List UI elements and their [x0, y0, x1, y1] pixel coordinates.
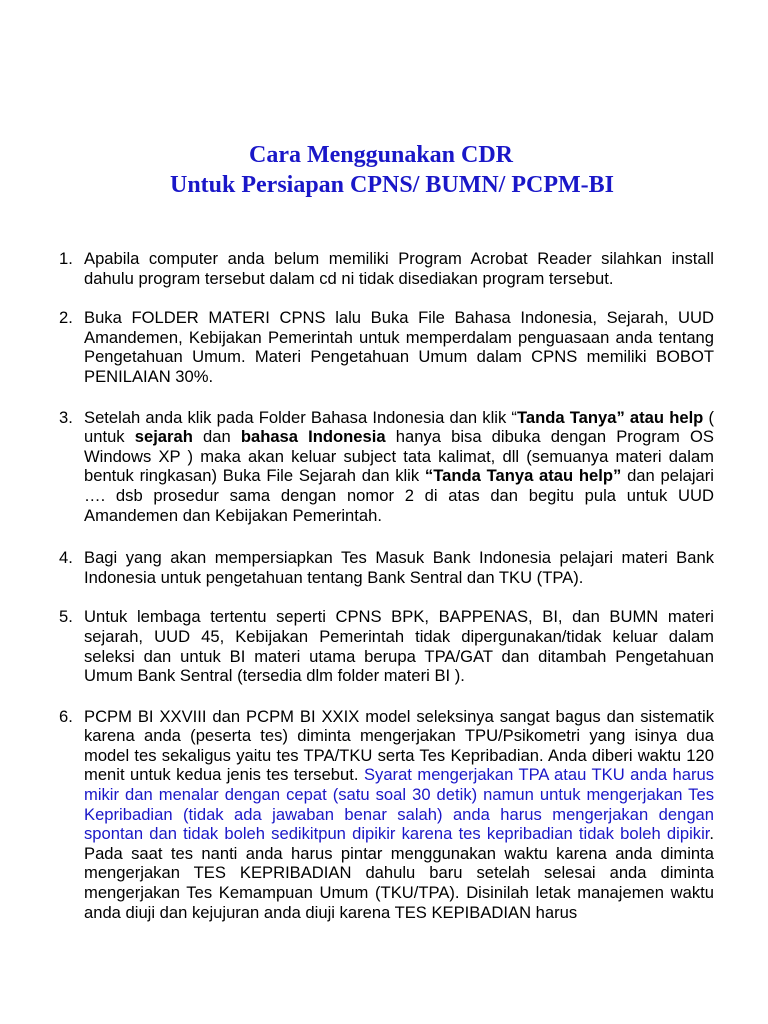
item-text-part: ( untuk — [84, 407, 714, 447]
item-number: 1. — [59, 249, 73, 268]
item-text: Untuk lembaga tertentu seperti CPNS BPK, BAPPENAS, BI, dan BUMN materi sejarah, UUD 45, Kebijakan Pemerintah tidak dipergunakan/tidak keluar dalam seleksi dan untuk BI materi utama berupa TPA/GAT dan ditambah Pengetahuan Umum Bank Sentral (tersedia dlm folder materi BI ). — [84, 607, 714, 686]
highlighted-text: Syarat mengerjakan TPA atau TKU anda harus mikir dan menalar dengan cepat (satu soal 30 detik) namun untuk mengerjakan Tes Kepribadian (tidak ada jawaban benar salah) anda harus mengerjakan dengan spontan dan tidak boleh sedikitpun dipikir karena tes kepribadian tidak boleh dipikir — [84, 765, 715, 844]
item-text-part: dan pelajari …. dsb prosedur sama dengan nomor 2 di atas dan begitu pula untuk UUD Amandemen dan Kebijakan Pemerintah. — [84, 466, 714, 525]
document-title — [0, 140, 768, 200]
list-item-5 — [59, 607, 714, 685]
item-number: 5. — [59, 607, 73, 627]
item-bold-text: Tanda Tanya” atau help — [516, 407, 704, 427]
list-item-1 — [59, 249, 714, 288]
instruction-list — [59, 249, 714, 922]
item-bold-text: sejarah — [134, 427, 193, 447]
item-text-part: hanya bisa dibuka dengan Program OS Windows XP ) maka akan keluar subject tata kalimat, dll (semuanya materi dalam bentuk ringkasan) Buka File Sejarah dan klik — [84, 427, 714, 486]
item-number: 4. — [59, 548, 73, 568]
list-item-4 — [59, 548, 714, 587]
item-number: 3. — [59, 407, 73, 427]
item-text: Buka FOLDER MATERI CPNS lalu Buka File Bahasa Indonesia, Sejarah, UUD Amandemen, Kebijakan Pemerintah untuk memperdalam penguasaan anda tentang Pengetahuan Umum. Materi Pengetahuan Umum dalam CPNS memiliki BOBOT PENILAIAN 30%. — [84, 308, 714, 386]
item-text: Apabila computer anda belum memiliki Program Acrobat Reader silahkan install dahulu program tersebut dalam cd ni tidak disediakan program tersebut. — [84, 249, 714, 288]
item-text-part: . Pada saat tes nanti anda harus pintar menggunakan waktu karena anda diminta mengerjakan TES KEPRIBADIAN dahulu baru setelah selesai anda diminta mengerjakan Tes Kemampuan Umum (TKU/TPA). Disinilah letak manajemen waktu anda diuji dan kejujuran anda diuji karena TES KEPIBADIAN harus — [84, 824, 714, 922]
item-bold-text: bahasa Indonesia — [240, 427, 386, 447]
item-number: 6. — [59, 706, 73, 726]
item-text-part: Setelah anda klik pada Folder Bahasa Indonesia dan klik “ — [84, 407, 517, 427]
list-item-2 — [59, 308, 714, 386]
item-text-part: PCPM BI XXVIII dan PCPM BI XXIX model seleksinya sangat bagus dan sistematik karena anda (peserta tes) diminta mengerjakan TPU/Psikometri yang isinya dua model tes sekaligus yaitu tes TPA/TKU serta Tes Kepribadian. Anda diberi waktu 120 menit untuk kedua jenis tes tersebut. — [84, 706, 714, 785]
list-item-6 — [59, 707, 714, 923]
item-text-part: dan — [192, 427, 241, 447]
list-item-3 — [59, 408, 714, 526]
title-line-2: Untuk Persiapan CPNS/ BUMN/ PCPM-BI — [169, 172, 614, 198]
item-text: Bagi yang akan mempersiapkan Tes Masuk Bank Indonesia pelajari materi Bank Indonesia untuk pengetahuan tentang Bank Sentral dan TKU (TPA). — [84, 548, 714, 587]
item-number: 2. — [59, 308, 73, 328]
title-line-1: Cara Menggunakan CDR — [248, 142, 514, 168]
item-bold-text: “Tanda Tanya atau help” — [424, 466, 622, 486]
